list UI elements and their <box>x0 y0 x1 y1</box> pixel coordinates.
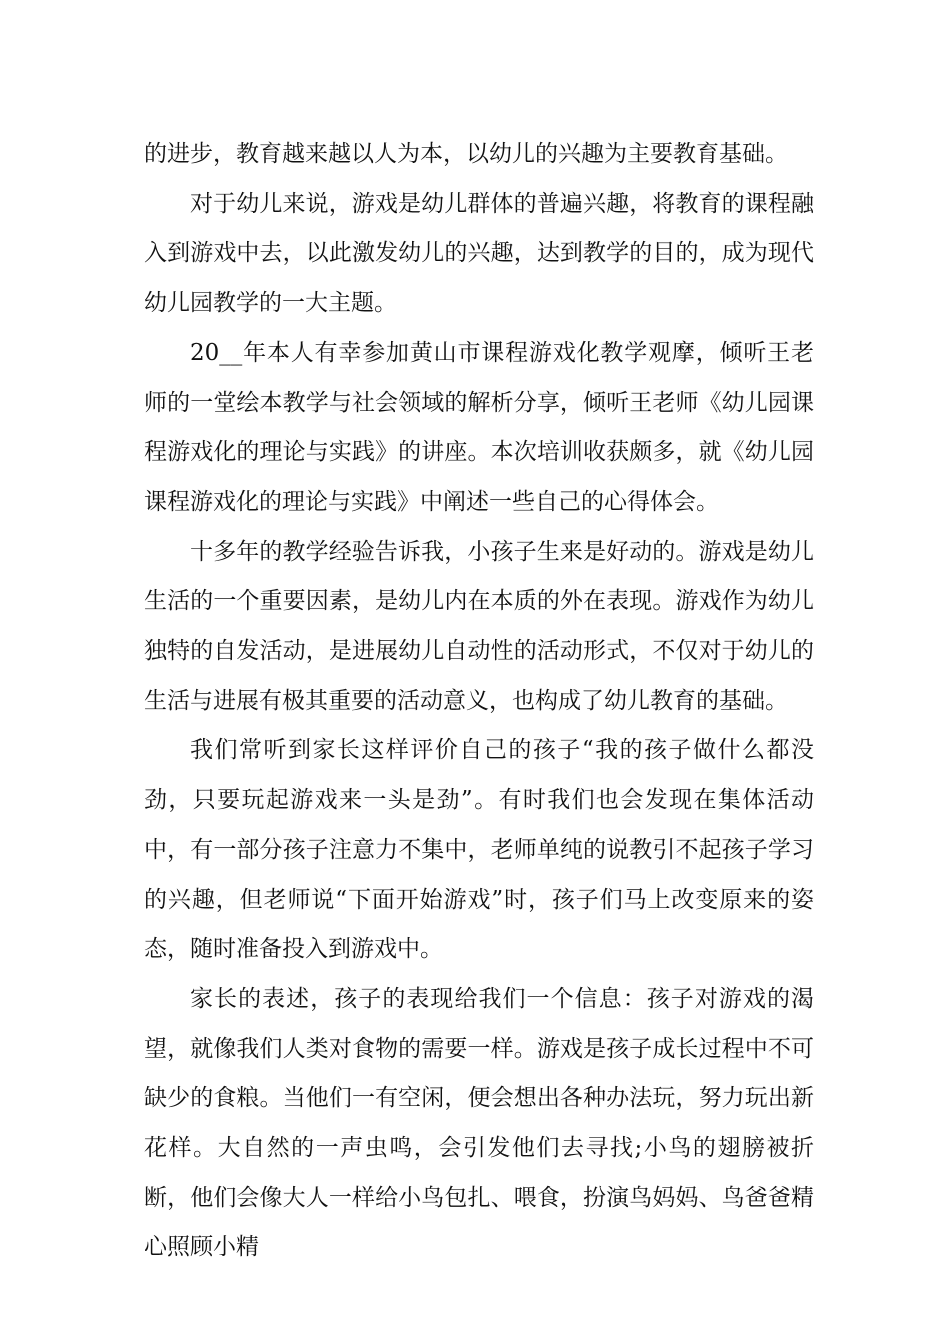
paragraph: 家长的表述，孩子的表现给我们一个信息：孩子对游戏的渴望，就像我们人类对食物的需要一样。游戏是孩子成长过程中不可缺少的食粮。当他们一有空闲，便会想出各种办法玩，努力玩出新花样。大自然的一声虫鸣，会引发他们去寻找;小鸟的翅膀被折断，他们会像大人一样给小鸟包扎、喂食，扮演鸟妈妈、鸟爸爸精心照顾小精 <box>144 985 814 1261</box>
paragraph: 对于幼儿来说，游戏是幼儿群体的普遍兴趣，将教育的课程融入到游戏中去，以此激发幼儿的兴趣，达到教学的目的，成为现代幼儿园教学的一大主题。 <box>144 190 814 317</box>
paragraph-continuation: 的进步，教育越来越以人为本，以幼儿的兴趣为主要教育基础。 <box>144 141 788 167</box>
document-body <box>144 130 814 1273</box>
paragraph: 20__年本人有幸参加黄山市课程游戏化教学观摩，倾听王老师的一堂绘本教学与社会领域的解析分享，倾听王老师《幼儿园课程游戏化的理论与实践》的讲座。本次培训收获颇多，就《幼儿园课程游戏化的理论与实践》中阐述一些自己的心得体会。 <box>144 339 814 515</box>
paragraph: 十多年的教学经验告诉我，小孩子生来是好动的。游戏是幼儿生活的一个重要因素，是幼儿内在本质的外在表现。游戏作为幼儿独特的自发活动，是进展幼儿自动性的活动形式，不仅对于幼儿的生活与进展有极其重要的活动意义，也构成了幼儿教育的基础。 <box>144 538 814 714</box>
paragraph: 我们常听到家长这样评价自己的孩子“我的孩子做什么都没劲，只要玩起游戏来一头是劲”。有时我们也会发现在集体活动中，有一部分孩子注意力不集中，老师单纯的说教引不起孩子学习的兴趣，但老师说“下面开始游戏”时，孩子们马上改变原来的姿态，随时准备投入到游戏中。 <box>144 737 814 963</box>
